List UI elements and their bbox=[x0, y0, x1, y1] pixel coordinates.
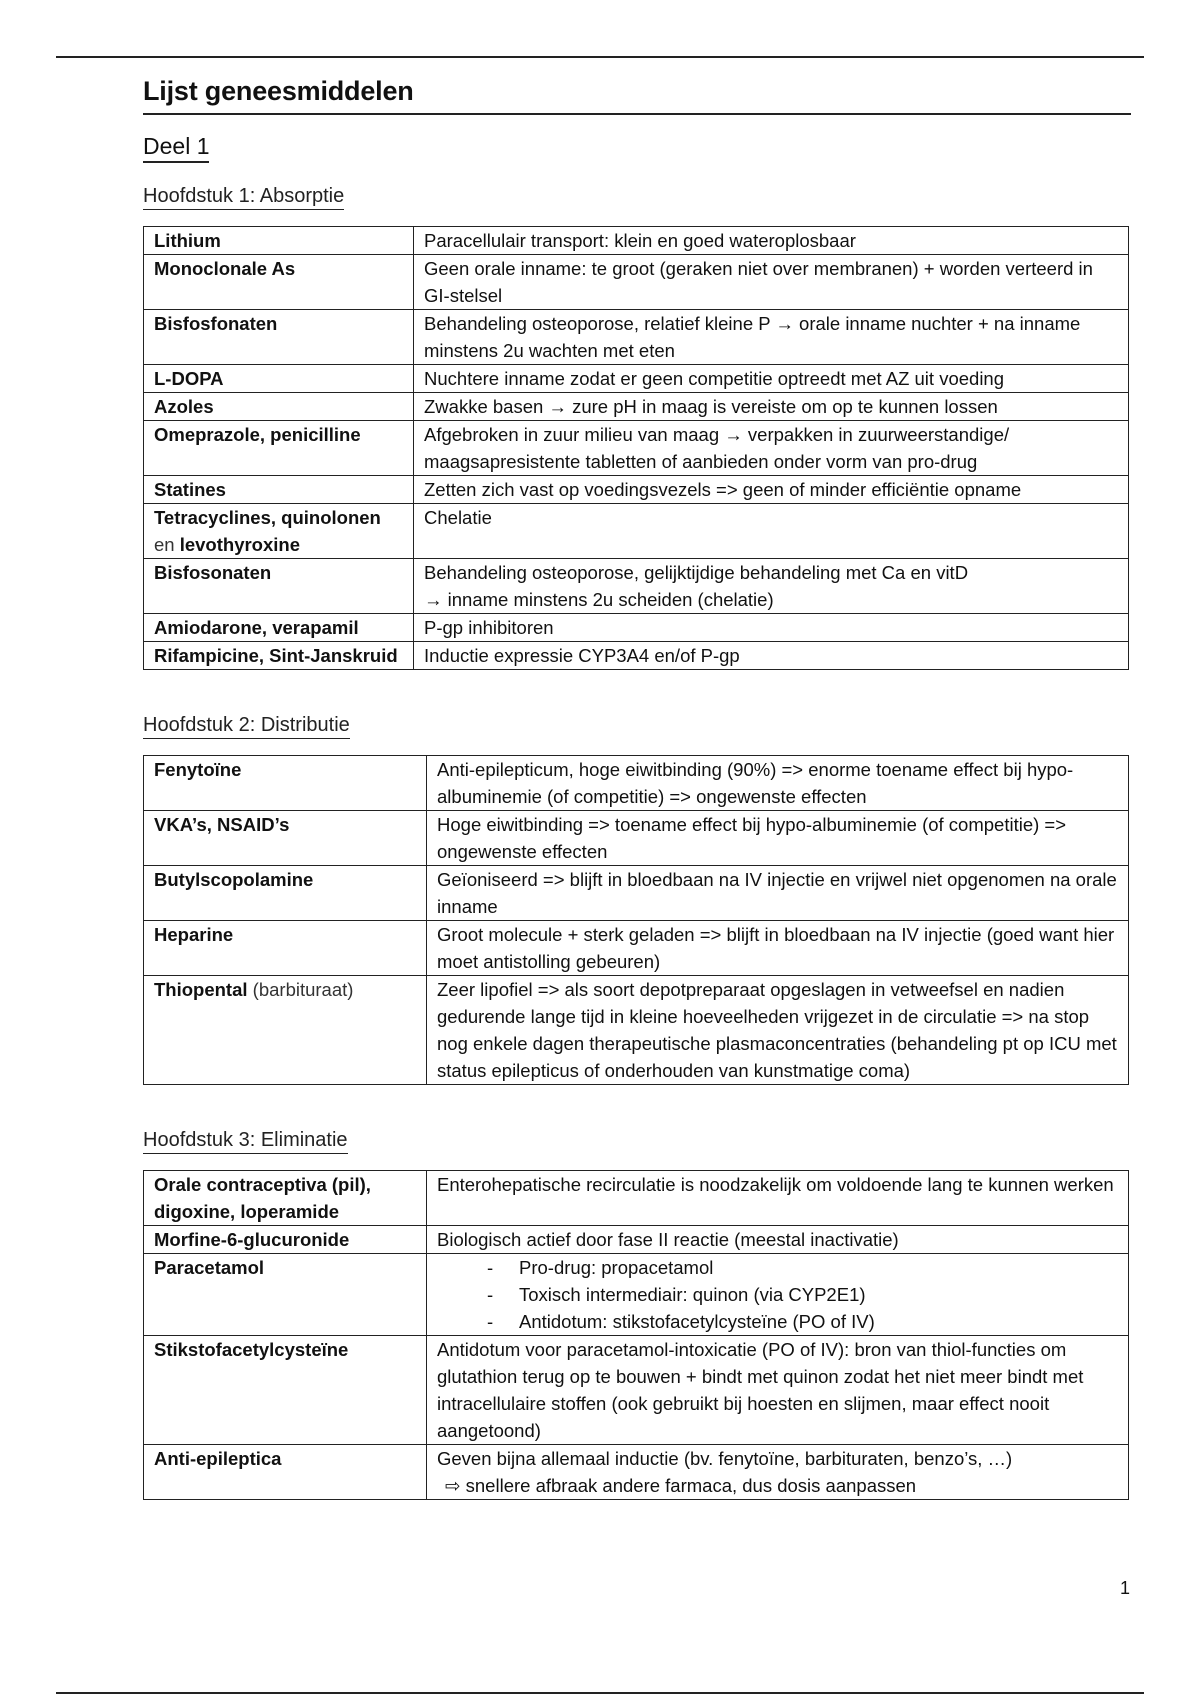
drug-description: Afgebroken in zuur milieu van maag → verpakken in zuurweerstandige/ maagsapresistente tabletten of aanbieden onder vorm van pro-drug bbox=[414, 421, 1129, 476]
drug-class-note: (barbituraat) bbox=[247, 979, 354, 1000]
table-row bbox=[144, 921, 1129, 976]
bottom-rule bbox=[56, 1692, 1144, 1694]
table-row bbox=[144, 756, 1129, 811]
drug-table-eliminatie bbox=[143, 1170, 1129, 1500]
drug-description: Zetten zich vast op voedingsvezels => geen of minder efficiëntie opname bbox=[414, 476, 1129, 504]
drug-description: Inductie expressie CYP3A4 en/of P-gp bbox=[414, 642, 1129, 670]
description-line: Behandeling osteoporose, gelijktijdige behandeling met Ca en vitD bbox=[424, 562, 969, 583]
drug-description: Enterohepatische recirculatie is noodzakelijk om voldoende lang te kunnen werken bbox=[427, 1171, 1129, 1226]
drug-name: Stikstofacetylcysteïne bbox=[144, 1336, 427, 1445]
drug-name bbox=[144, 976, 427, 1085]
drug-description: Paracellulair transport: klein en goed wateroplosbaar bbox=[414, 227, 1129, 255]
drug-description: Anti-epilepticum, hoge eiwitbinding (90%) => enorme toename effect bij hypo-albuminemie (of competitie) => ongewenste effecten bbox=[427, 756, 1129, 811]
drug-description: Zeer lipofiel => als soort depotpreparaat opgeslagen in vetweefsel en nadien gedurende lange tijd in kleine hoeveelheden vrijgezet in de circulatie => na stop nog enkele dagen therapeutische plasmaconcentraties (behandeling pt op ICU met status epilepticus of onderhouden van kunstmatige coma) bbox=[427, 976, 1129, 1085]
drug-name: Anti-epileptica bbox=[144, 1445, 427, 1500]
chapter-title: Hoofdstuk 3: Eliminatie bbox=[143, 1129, 348, 1154]
drug-description: Geïoniseerd => blijft in bloedbaan na IV injectie en vrijwel niet opgenomen na orale inname bbox=[427, 866, 1129, 921]
table-row bbox=[144, 642, 1129, 670]
drug-description: Nuchtere inname zodat er geen competitie optreedt met AZ uit voeding bbox=[414, 365, 1129, 393]
list-item: - Antidotum: stikstofacetylcysteïne (PO of IV) bbox=[487, 1308, 1120, 1335]
description-line: ⇨ snellere afbraak andere farmaca, dus dosis aanpassen bbox=[445, 1475, 917, 1496]
drug-name: Bisfosonaten bbox=[144, 559, 414, 614]
drug-name: Fenytoïne bbox=[144, 756, 427, 811]
table-row bbox=[144, 255, 1129, 310]
chapter-eliminatie bbox=[143, 1129, 1131, 1500]
drug-name: Orale contraceptiva (pil), digoxine, loperamide bbox=[144, 1171, 427, 1226]
drug-name: Bisfosfonaten bbox=[144, 310, 414, 365]
drug-description: Hoge eiwitbinding => toename effect bij hypo-albuminemie (of competitie) => ongewenste effecten bbox=[427, 811, 1129, 866]
table-row bbox=[144, 614, 1129, 642]
drug-name: Azoles bbox=[144, 393, 414, 421]
drug-name: Monoclonale As bbox=[144, 255, 414, 310]
drug-description: Biologisch actief door fase II reactie (meestal inactivatie) bbox=[427, 1226, 1129, 1254]
table-row bbox=[144, 866, 1129, 921]
table-row bbox=[144, 1171, 1129, 1226]
table-row bbox=[144, 310, 1129, 365]
drug-name-part: levothyroxine bbox=[179, 534, 301, 555]
part-title: Deel 1 bbox=[143, 133, 209, 163]
table-row bbox=[144, 976, 1129, 1085]
drug-table-distributie bbox=[143, 755, 1129, 1085]
description-line: Geven bijna allemaal inductie (bv. fenytoïne, barbituraten, benzo’s, …) bbox=[437, 1448, 1013, 1469]
drug-name-part: , quinolonen bbox=[270, 507, 381, 528]
top-rule bbox=[56, 56, 1144, 58]
drug-description: Antidotum voor paracetamol-intoxicatie (PO of IV): bron van thiol-functies om glutathion terug op te bouwen + bindt met quinon zodat het niet meer bindt met intracellulaire stoffen (ook gebruikt bij hoesten en slijmen, maar effect nooit aangetoond) bbox=[427, 1336, 1129, 1445]
bullet-list bbox=[437, 1254, 1120, 1335]
drug-description bbox=[427, 1254, 1129, 1336]
drug-name: Amiodarone, verapamil bbox=[144, 614, 414, 642]
document-page bbox=[143, 70, 1131, 1544]
drug-description: Chelatie bbox=[414, 504, 1129, 559]
table-row bbox=[144, 393, 1129, 421]
drug-name: Lithium bbox=[144, 227, 414, 255]
drug-name: VKA’s, NSAID’s bbox=[144, 811, 427, 866]
list-item: - Pro-drug: propacetamol bbox=[487, 1254, 1120, 1281]
drug-description: Geen orale inname: te groot (geraken niet over membranen) + worden verteerd in GI-stelsel bbox=[414, 255, 1129, 310]
table-row bbox=[144, 365, 1129, 393]
table-row bbox=[144, 421, 1129, 476]
drug-name-part: Tetracyclines bbox=[154, 507, 271, 528]
table-row bbox=[144, 811, 1129, 866]
document-title: Lijst geneesmiddelen bbox=[143, 70, 1131, 115]
table-row bbox=[144, 1226, 1129, 1254]
drug-name: Rifampicine, Sint-Janskruid bbox=[144, 642, 414, 670]
table-row bbox=[144, 1445, 1129, 1500]
drug-name: Omeprazole, penicilline bbox=[144, 421, 414, 476]
table-row bbox=[144, 227, 1129, 255]
drug-name: Heparine bbox=[144, 921, 427, 976]
table-row bbox=[144, 476, 1129, 504]
drug-name: L-DOPA bbox=[144, 365, 414, 393]
drug-name: Butylscopolamine bbox=[144, 866, 427, 921]
drug-table-absorptie bbox=[143, 226, 1129, 670]
list-item: - Toxisch intermediair: quinon (via CYP2E1) bbox=[487, 1281, 1120, 1308]
description-line: → inname minstens 2u scheiden (chelatie) bbox=[424, 589, 774, 610]
drug-name bbox=[144, 504, 414, 559]
drug-description: Groot molecule + sterk geladen => blijft in bloedbaan na IV injectie (goed want hier moet antistolling gebeuren) bbox=[427, 921, 1129, 976]
drug-name-connector: en bbox=[154, 534, 175, 555]
drug-description: P-gp inhibitoren bbox=[414, 614, 1129, 642]
drug-name: Statines bbox=[144, 476, 414, 504]
drug-name: Morfine-6-glucuronide bbox=[144, 1226, 427, 1254]
table-row bbox=[144, 1254, 1129, 1336]
drug-description: Zwakke basen → zure pH in maag is vereiste om op te kunnen lossen bbox=[414, 393, 1129, 421]
table-row bbox=[144, 504, 1129, 559]
table-row bbox=[144, 559, 1129, 614]
drug-name: Paracetamol bbox=[144, 1254, 427, 1336]
drug-name-part: Thiopental bbox=[154, 979, 248, 1000]
chapter-title: Hoofdstuk 1: Absorptie bbox=[143, 185, 344, 210]
chapter-distributie bbox=[143, 714, 1131, 1085]
page-number: 1 bbox=[1119, 1578, 1130, 1598]
chapter-title: Hoofdstuk 2: Distributie bbox=[143, 714, 350, 739]
chapter-absorptie bbox=[143, 185, 1131, 670]
drug-description bbox=[414, 559, 1129, 614]
drug-description: Behandeling osteoporose, relatief kleine P → orale inname nuchter + na inname minstens 2u wachten met eten bbox=[414, 310, 1129, 365]
drug-description bbox=[427, 1445, 1129, 1500]
table-row bbox=[144, 1336, 1129, 1445]
